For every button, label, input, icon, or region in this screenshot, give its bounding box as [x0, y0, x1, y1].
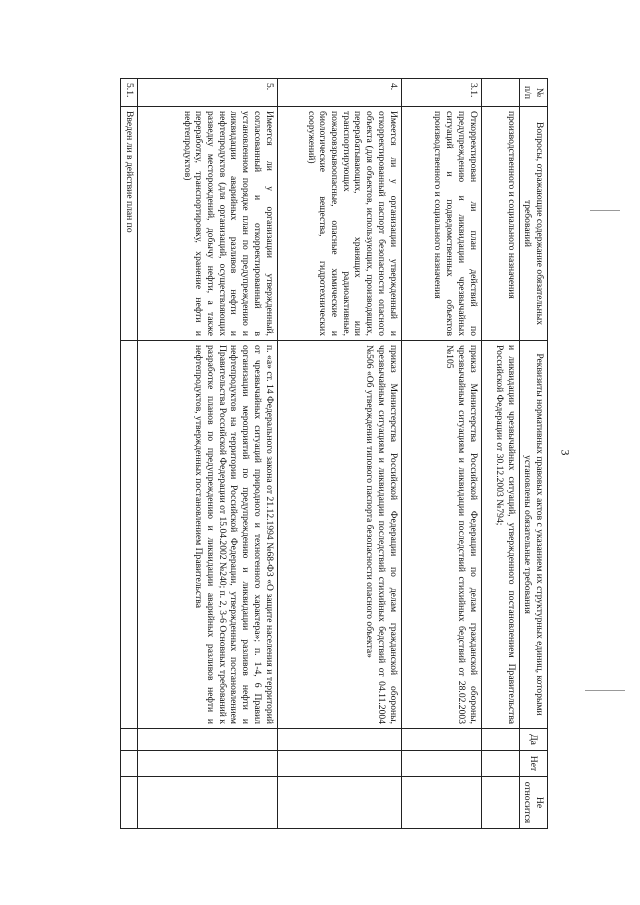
table-row — [137, 79, 277, 829]
row-num — [481, 79, 519, 107]
row-not-applicable — [277, 777, 401, 829]
table-row — [401, 79, 481, 829]
row-num: 4. — [277, 79, 401, 107]
table-row — [481, 79, 519, 829]
row-num: 5. — [137, 79, 277, 107]
row-requirements: приказ Министерства Российской Федерации по делам гражданской обороны, чрезвычайным ситуациям и ликвидации последствий стихийных бедствий от 28.02.2003 №105 — [401, 341, 481, 729]
row-not-applicable — [120, 777, 137, 829]
row-no — [137, 751, 277, 777]
row-yes — [401, 729, 481, 751]
requirements-table — [120, 78, 548, 829]
row-yes — [120, 729, 137, 751]
row-question: Имеется ли у организации утвержденный и откорректированный паспорт безопасности опасного объекта (для объектов, использующих, производящих, перерабатывающих, хранящих или транспортирующих радиоактивные, пожаровзрывоопасные, опасные химические и биологические вещества, гидротехнических сооружений) — [277, 107, 401, 341]
row-requirements: и ликвидации чрезвычайных ситуаций, утвержденного постановлением Правительства Российской Федерации от 30.12.2003 №794; — [481, 341, 519, 729]
row-not-applicable — [481, 777, 519, 829]
scan-mark — [585, 690, 625, 691]
table-row — [277, 79, 401, 829]
row-question: Введен ли в действие план по — [120, 107, 137, 341]
row-num: 5.1. — [120, 79, 137, 107]
row-yes — [137, 729, 277, 751]
page-number: 3 — [558, 449, 573, 456]
row-requirements — [120, 341, 137, 729]
header-yes: Да — [519, 729, 547, 751]
row-question: Имеется ли у организации утвержденный, согласованный и откорректированный в установленном порядке план по предупреждению и ликвидации аварийных разливов нефти и нефтепродуктов (для организаций, осуществляющих разведку месторождений, добычу нефти, а также переработку, транспортировку, хранение нефти и нефтепродуктов) — [137, 107, 277, 341]
row-yes — [277, 729, 401, 751]
rotated-sheet — [78, 78, 548, 828]
row-no — [401, 751, 481, 777]
row-requirements: п. «а» ст. 14 Федерального закона от 21.12.1994 №68-ФЗ «О защите населения и территорий от чрезвычайных ситуаций природного и техногенного характера»; п. 1-4, 6 Правил организации мероприятий по предупреждению и ликвидации разливов нефти и нефтепродуктов на территории Российской Федерации, утвержденных постановлением Правительства Российской Федерации от 15.04.2002 №240; п. 2, 3-6 Основных требований к разработке планов по предупреждению и ликвидации аварийных разливов нефти и нефтепродуктов, утвержденных постановлением Правительства — [137, 341, 277, 729]
row-not-applicable — [137, 777, 277, 829]
table-row — [120, 79, 137, 829]
scan-mark — [590, 210, 620, 211]
row-not-applicable — [401, 777, 481, 829]
header-requirements: Реквизиты нормативных правовых актов с указанием их структурных единиц, которыми установлены обязательные требования — [519, 341, 547, 729]
row-no — [120, 751, 137, 777]
header-question: Вопросы, отражающие содержание обязательных требований — [519, 107, 547, 341]
row-question: производственного и социального назначения — [481, 107, 519, 341]
row-requirements: приказ Министерства Российской Федерации по делам гражданской обороны, чрезвычайным ситуациям и ликвидации последствий стихийных бедствий от 04.11.2004 №506 «Об утверждении типового паспорта безопасности опасного объекта» — [277, 341, 401, 729]
row-question: Откорректирован ли план действий по предупреждению и ликвидации чрезвычайных ситуаций и подведомственных объектов производственного и социального назначения — [401, 107, 481, 341]
header-no: Нет — [519, 751, 547, 777]
header-not-applicable: Не относится — [519, 777, 547, 829]
row-yes — [481, 729, 519, 751]
row-num: 3.1. — [401, 79, 481, 107]
table-header-row — [519, 79, 547, 829]
header-num: № п/п — [519, 79, 547, 107]
row-no — [481, 751, 519, 777]
row-no — [277, 751, 401, 777]
